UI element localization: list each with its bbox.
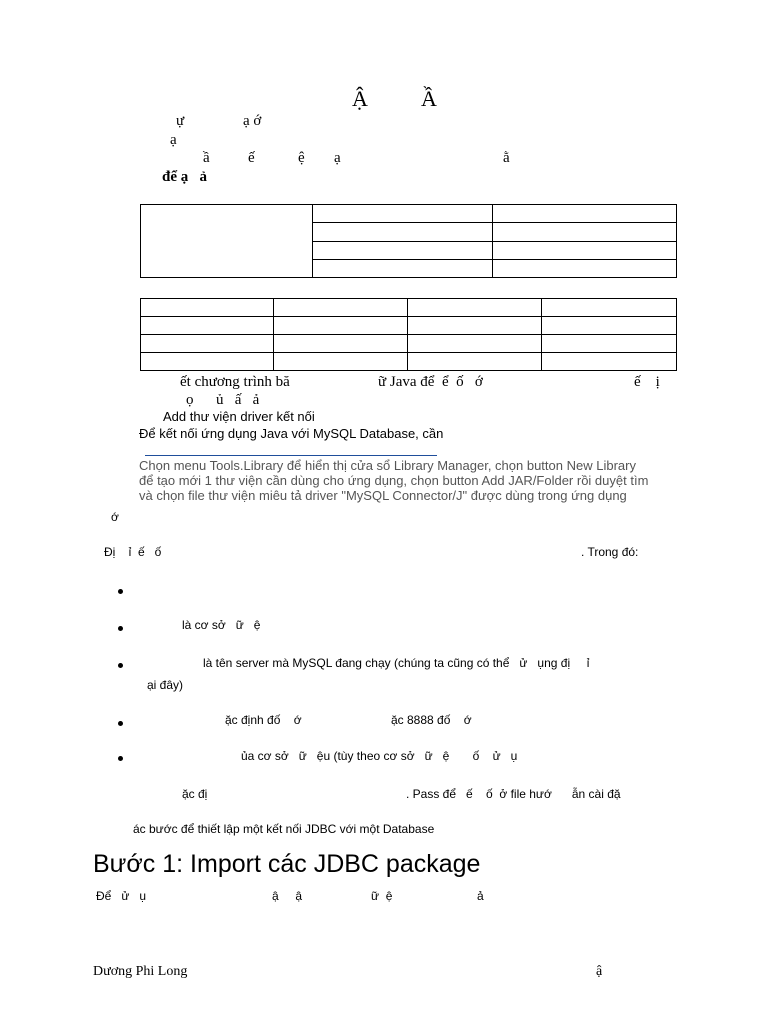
footer-author: Dương Phi Long — [93, 964, 188, 979]
body-line-a-3: ế ị — [634, 374, 660, 390]
header-line1-a: ự — [176, 113, 185, 129]
bullet5-text: ủa cơ sở ữ ệu (tùy theo cơ sở ữ ệ ố ử ụ — [241, 749, 518, 763]
address-frag-b: . Trong đó: — [581, 545, 639, 559]
table-cell — [493, 259, 677, 277]
table-2 — [140, 298, 677, 371]
header-line3-b: ế — [248, 150, 255, 166]
bullet4-text-b: ặc 8888 đố ớ — [391, 713, 472, 727]
table-cell — [313, 241, 493, 259]
bullet3-text-a: là tên server mà MySQL đang chạy (chúng ta cũng có thể ử ụng đị ỉ — [203, 656, 590, 670]
body-line-a-2: ữ Java để ể ố ớ — [378, 374, 483, 390]
bullet-dot — [118, 663, 123, 668]
bullet-dot — [118, 721, 123, 726]
link-underline — [145, 455, 437, 456]
table-cell — [542, 335, 677, 353]
step1-line-c: ữ ệ — [371, 889, 393, 903]
table-cell — [408, 299, 542, 317]
step1-heading: Bước 1: Import các JDBC package — [93, 850, 481, 878]
table-cell — [493, 205, 677, 223]
footer-fragment: ậ — [596, 964, 603, 979]
table-cell — [141, 317, 274, 335]
table-cell — [141, 335, 274, 353]
header-line3-e: ằ — [503, 150, 510, 166]
header-line3-a: ầ — [203, 150, 210, 166]
gray-text-1: Chọn menu Tools.Library để hiển thị cửa sổ Library Manager, chọn button New Library — [139, 458, 636, 473]
bullet4-text-a: ặc định đố ớ — [225, 713, 302, 727]
table-row — [141, 299, 677, 317]
table-cell — [493, 241, 677, 259]
table-cell — [542, 317, 677, 335]
step1-line-a: Để ử ụ — [96, 889, 147, 903]
pass-text-b: . Pass để ế ố ở file hướ ẫn cài đặ — [406, 787, 621, 801]
step1-line-b: ậ ậ — [272, 889, 303, 903]
header-line3-d: ạ — [334, 150, 341, 166]
bullet-dot — [118, 756, 123, 761]
body-line-a-1: ết chương trình bă — [180, 374, 290, 390]
bullet2-text: là cơ sở ữ ệ — [182, 618, 261, 632]
table-cell — [274, 299, 408, 317]
table-row — [141, 317, 677, 335]
header-line1-b: ạ ớ — [243, 113, 262, 129]
table-cell — [274, 353, 408, 371]
table-1 — [140, 204, 677, 278]
table-cell — [313, 205, 493, 223]
bullet-dot — [118, 589, 123, 594]
table-cell — [313, 223, 493, 241]
connect-intro-text: Để kết nối ứng dụng Java với MySQL Database, cần — [139, 426, 444, 441]
table-cell — [141, 205, 313, 278]
header-line4: để ạ ả — [162, 169, 207, 185]
address-frag-a: Đị ỉ ế ố — [104, 545, 162, 559]
table-cell — [274, 317, 408, 335]
pass-text-a: ặc đị — [182, 787, 208, 801]
table-cell — [408, 335, 542, 353]
fragment-o: ớ — [111, 510, 119, 524]
bullet3-text-b: ại đây) — [147, 678, 184, 692]
body-line-b: ọ ủ ấ ả — [186, 392, 260, 408]
table-cell — [274, 335, 408, 353]
table-cell — [408, 317, 542, 335]
table-cell — [141, 299, 274, 317]
table-cell — [542, 353, 677, 371]
table-cell — [141, 353, 274, 371]
table-row — [141, 335, 677, 353]
table-row — [141, 353, 677, 371]
step1-line-d: ả — [477, 889, 484, 903]
steps-intro-text: ác bước để thiết lập một kết nối JDBC với một Database — [133, 822, 435, 836]
add-driver-text: Add thư viện driver kết nối — [163, 409, 315, 424]
table-row — [141, 205, 677, 223]
header-line3-c: ệ — [298, 150, 305, 166]
title-fragment-1: Ậ — [352, 86, 368, 111]
bullet-dot — [118, 626, 123, 631]
table-cell — [542, 299, 677, 317]
gray-text-2: để tạo mới 1 thư viện cần dùng cho ứng dụng, chọn button Add JAR/Folder rồi duyệt tìm — [139, 473, 649, 488]
table-cell — [408, 353, 542, 371]
gray-text-3: và chọn file thư viện miêu tả driver "MySQL Connector/J" được dùng trong ứng dụng — [139, 488, 627, 503]
table-cell — [313, 259, 493, 277]
table-cell — [493, 223, 677, 241]
title-fragment-2: Ầ — [421, 86, 437, 111]
header-line2: ạ — [170, 132, 177, 148]
